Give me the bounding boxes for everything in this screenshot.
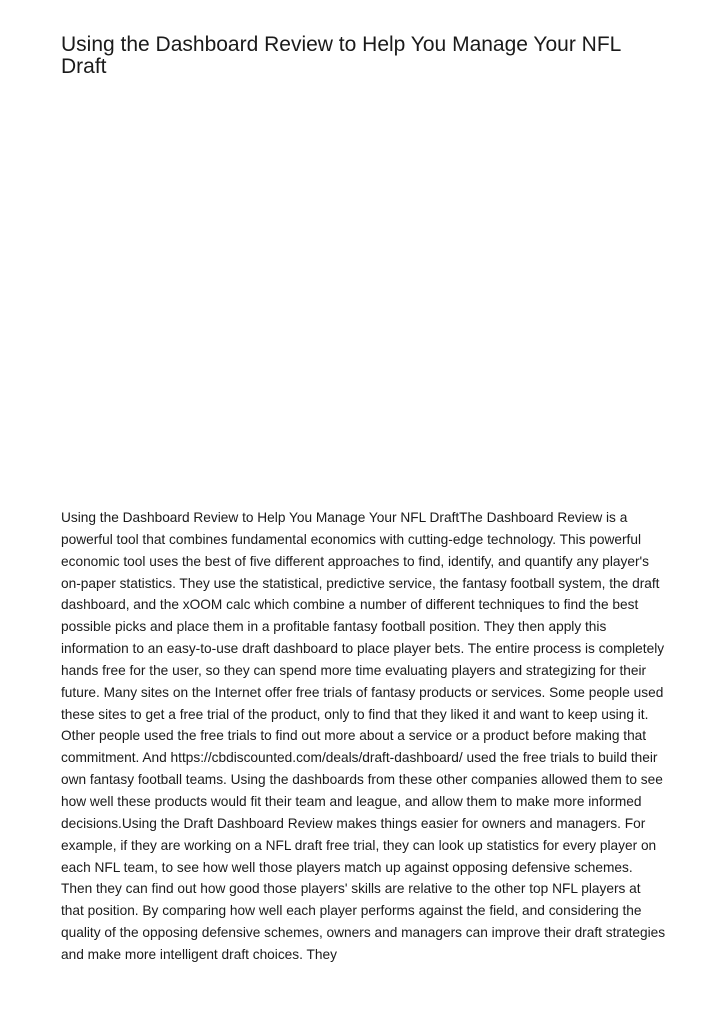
page-title: Using the Dashboard Review to Help You Manage Your NFL Draft (61, 33, 621, 78)
body-paragraph: Using the Dashboard Review to Help You Manage Your NFL DraftThe Dashboard Review is a powerful tool that combines fundamental economics with cutting-edge technology. This powerful economic tool uses the best of five different approaches to find, identify, and quantify any player's on-paper statistics. They use the statistical, predictive service, the fantasy football system, the draft dashboard, and the xOOM calc which combine a number of different techniques to find the best possible picks and place them in a profitable fantasy football position. They then apply this information to an easy-to-use draft dashboard to place player bets. The entire process is completely hands free for the user, so they can spend more time evaluating players and strategizing for their future. Many sites on the Internet offer free trials of fantasy products or services. Some people used these sites to get a free trial of the product, only to find that they liked it and want to keep using it. Other people used the free trials to find out more about a service or a product before making that commitment. And https://cbdiscounted.com/deals/draft-dashboard/ used the free trials to build their own fantasy football teams. Using the dashboards from these other companies allowed them to see how well these products would fit their team and league, and allow them to make more informed decisions.Using the Draft Dashboard Review makes things easier for owners and managers. For example, if they are working on a NFL draft free trial, they can look up statistics for every player on each NFL team, to see how well those players match up against opposing defensive schemes. Then they can find out how good those players' skills are relative to the other top NFL players at that position. By comparing how well each player performs against the field, and considering the quality of the opposing defensive schemes, owners and managers can improve their draft strategies and make more intelligent draft choices. They (61, 510, 666, 962)
